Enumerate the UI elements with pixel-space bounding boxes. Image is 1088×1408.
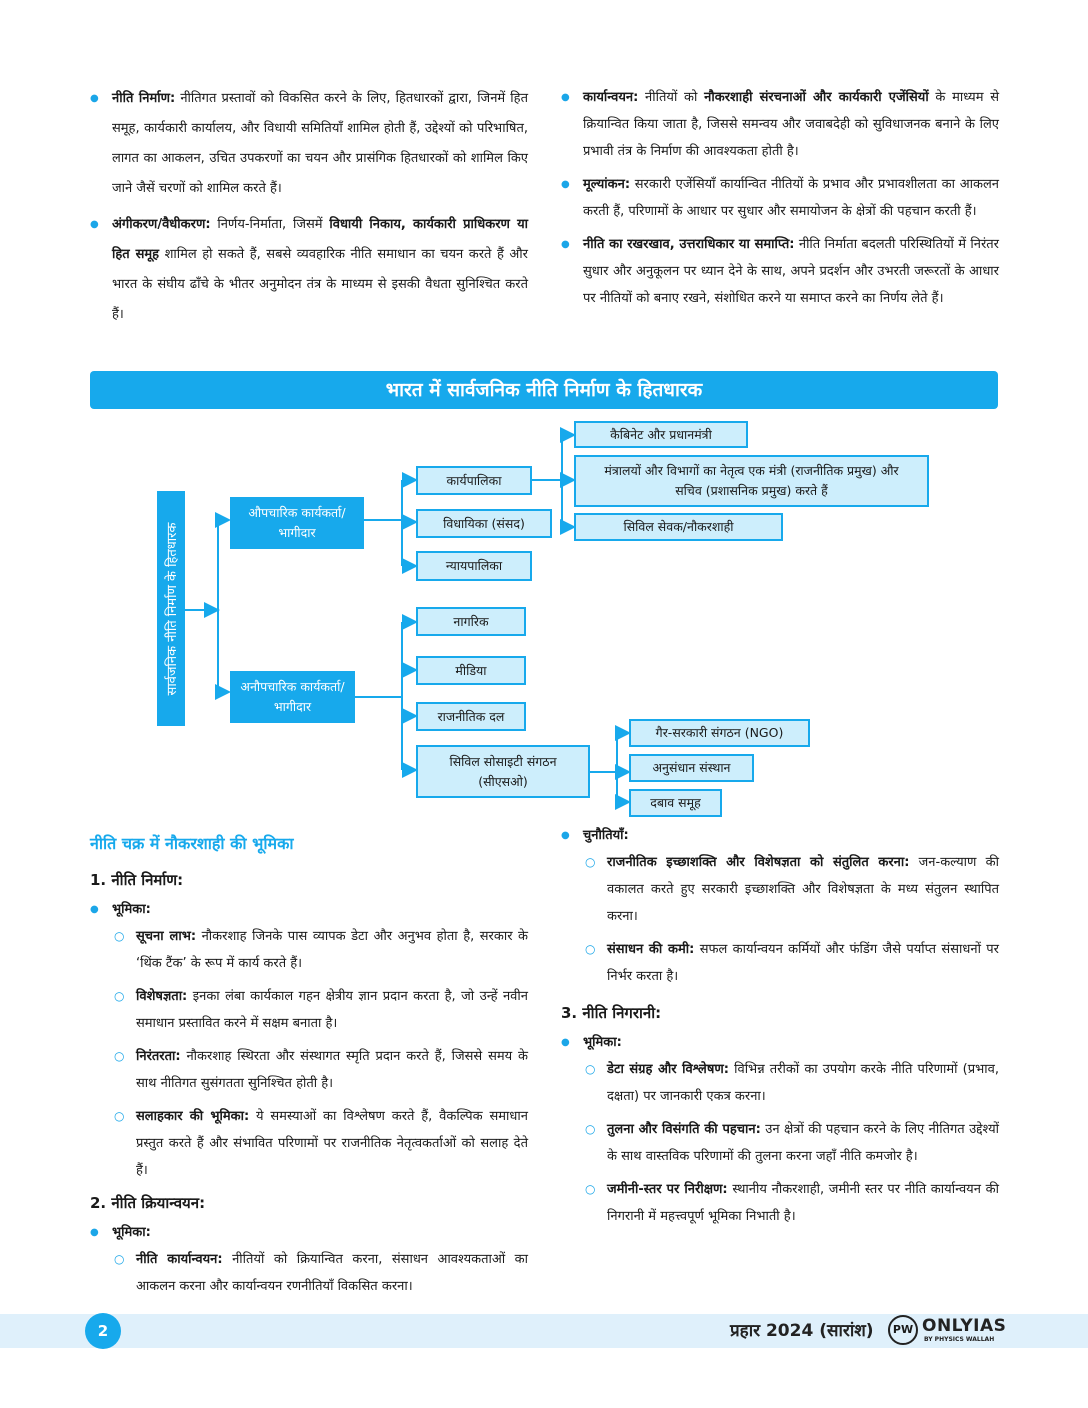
- bullet-evaluation: ● मूल्यांकन: सरकारी एजेंसियाँ कार्यान्वित नीतियों के प्रभाव और प्रभावशीलता का आकलन करती हैं, परिणामों के आधार पर सुधार और समायोजन के क्षेत्रों की पहचान करती हैं।: [561, 171, 999, 225]
- list-item: ○ संसाधन की कमी: सफल कार्यान्वयन कर्मियों और फंडिंग जैसे पर्याप्त संसाधनों पर निर्भर करता है।: [583, 936, 999, 990]
- bottom-left-column: [90, 830, 528, 1306]
- diagram-root: सार्वजनिक नीति निर्माण के हितधारक: [157, 491, 185, 726]
- node-media: मीडिया: [416, 656, 526, 685]
- heading-policy-implementation: 2. नीति क्रियान्वयन:: [90, 1194, 206, 1212]
- node-formal: औपचारिक कार्यकर्ता/भागीदार: [230, 497, 364, 549]
- list-item: ○ नीति कार्यान्वयन: नीतियों को क्रियान्वित करना, संसाधन आवश्यकताओं का आकलन करना और कार्यान्वयन रणनीतियाँ विकसित करना।: [112, 1246, 528, 1300]
- bottom-right-column: [561, 822, 999, 1236]
- section-title: नीति चक्र में नौकरशाही की भूमिका: [90, 834, 294, 853]
- node-ngo: गैर-सरकारी संगठन (NGO): [629, 719, 810, 747]
- bullet-maintenance: ● नीति का रखरखाव, उत्तराधिकार या समाप्ति: नीति निर्माता बदलती परिस्थितियों में निरंतर सुधार और अनुकूलन पर ध्यान देने के साथ, अपने प्रदर्शन और उभरती जरूरतों के आधार पर नीतियों को बनाए रखने, संशोधित करने या समाप्त करने का निर्णय लेते हैं।: [561, 231, 999, 312]
- brand-logo-text: ONLYIAS: [922, 1316, 1007, 1336]
- role-label-3: ● भूमिका:: [561, 1029, 999, 1056]
- node-civil-servants: सिविल सेवक/नौकरशाही: [574, 513, 783, 541]
- node-citizens: नागरिक: [416, 607, 526, 636]
- bullet-implementation: ● कार्यान्वयन: नीतियों को नौकरशाही संरचनाओं और कार्यकारी एजेंसियों के माध्यम से क्रियान्वित किया जाता है, जिससे समन्वय और जवाबदेही को सुविधाजनक बनाने के लिए प्रभावी तंत्र के निर्माण की आवश्यकता होती है।: [561, 84, 999, 165]
- node-executive: कार्यपालिका: [416, 466, 532, 495]
- challenges-list: [561, 849, 999, 990]
- node-cso: सिविल सोसाइटी संगठन (सीएसओ): [416, 745, 590, 798]
- heading-policy-formulation: 1. नीति निर्माण:: [90, 871, 184, 889]
- list-item: ○ विशेषज्ञता: इनका लंबा कार्यकाल गहन क्षेत्रीय ज्ञान प्रदान करता है, जो उन्हें नवीन समाधान प्रस्तावित करने में सक्षम बनाता है।: [112, 983, 528, 1037]
- node-informal: अनौपचारिक कार्यकर्ता/भागीदार: [230, 671, 355, 723]
- brand-logo-subtext: BY PHYSICS WALLAH: [924, 1336, 995, 1343]
- list-item: ○ डेटा संग्रह और विश्लेषण: विभिन्न तरीकों का उपयोग करके नीति परिणामों (प्रभाव, दक्षता) पर जानकारी एकत्र करना।: [583, 1056, 999, 1110]
- role-list-2: [90, 1246, 528, 1300]
- role-list-3: [561, 1056, 999, 1230]
- role-label-1: ● भूमिका:: [90, 896, 528, 923]
- role-list-1: [90, 923, 528, 1184]
- node-cabinet: कैबिनेट और प्रधानमंत्री: [574, 421, 748, 448]
- node-judiciary: न्यायपालिका: [416, 551, 532, 581]
- node-legislature: विधायिका (संसद): [416, 509, 552, 538]
- diagram-banner: भारत में सार्वजनिक नीति निर्माण के हितधारक: [90, 371, 998, 409]
- bullet-adoption: ● अंगीकरण/वैधीकरण: निर्णय-निर्माता, जिसमें विधायी निकाय, कार्यकारी प्राधिकरण या हित समूह शामिल हो सकते हैं, सबसे व्यवहारिक नीति समाधान का चयन करते हैं और भारत के संघीय ढाँचे के भीतर अनुमोदन तंत्र के माध्यम से इसकी वैधता सुनिश्चित करते हैं।: [90, 210, 528, 330]
- list-item: ○ राजनीतिक इच्छाशक्ति और विशेषज्ञता को संतुलित करना: जन-कल्याण की वकालत करते हुए सरकारी इच्छाशक्ति और विशेषज्ञता के मध्य संतुलन स्थापित करना।: [583, 849, 999, 930]
- node-ministries: मंत्रालयों और विभागों का नेतृत्व एक मंत्री (राजनीतिक प्रमुख) और सचिव (प्रशासनिक प्रमुख) करते हैं: [574, 455, 929, 507]
- list-item: ○ सूचना लाभ: नौकरशाह जिनके पास व्यापक डेटा और अनुभव होता है, सरकार के ‘थिंक टैंक’ के रूप में कार्य करते हैं।: [112, 923, 528, 977]
- list-item: ○ सलाहकार की भूमिका: ये समस्याओं का विश्लेषण करते हैं, वैकल्पिक समाधान प्रस्तुत करते हैं और संभावित परिणामों पर राजनीतिक नेतृत्वकर्ताओं को सलाह देते हैं।: [112, 1103, 528, 1184]
- list-item: ○ निरंतरता: नौकरशाह स्थिरता और संस्थागत स्मृति प्रदान करते हैं, जिससे समय के साथ नीतिगत सुसंगतता सुनिश्चित होती है।: [112, 1043, 528, 1097]
- node-parties: राजनीतिक दल: [416, 702, 526, 731]
- node-pressure: दबाव समूह: [629, 789, 722, 817]
- bullet-policy-formulation: ● नीति निर्माण: नीतिगत प्रस्तावों को विकसित करने के लिए, हितधारकों द्वारा, जिनमें हित समूह, कार्यकारी कार्यालय, और विधायी समितियाँ शामिल होती हैं, उद्देश्यों को परिभाषित, लागत का आकलन, उचित उपकरणों का चयन और प्रासंगिक हितधारकों को शामिल किए जाने जैसें चरणों को शामिल करते हैं।: [90, 84, 528, 204]
- challenges-label: ● चुनौतियाँ:: [561, 822, 999, 849]
- node-research: अनुसंधान संस्थान: [629, 754, 754, 782]
- list-item: ○ जमीनी-स्तर पर निरीक्षण: स्थानीय नौकरशाही, जमीनी स्तर पर नीति कार्यान्वयन की निगरानी में महत्त्वपूर्ण भूमिका निभाती है।: [583, 1176, 999, 1230]
- heading-policy-monitoring: 3. नीति निगरानी:: [561, 1004, 662, 1022]
- page-number: 2: [85, 1313, 121, 1349]
- list-item: ○ तुलना और विसंगति की पहचान: उन क्षेत्रों की पहचान करने के लिए नीतिगत उद्देश्यों के साथ वास्तविक परिणामों की तुलना करना जहाँ नीति कमजोर है।: [583, 1116, 999, 1170]
- publication-title: प्रहार 2024 (सारांश): [730, 1321, 874, 1341]
- pw-logo-icon: PW: [888, 1315, 918, 1345]
- role-label-2: ● भूमिका:: [90, 1219, 528, 1246]
